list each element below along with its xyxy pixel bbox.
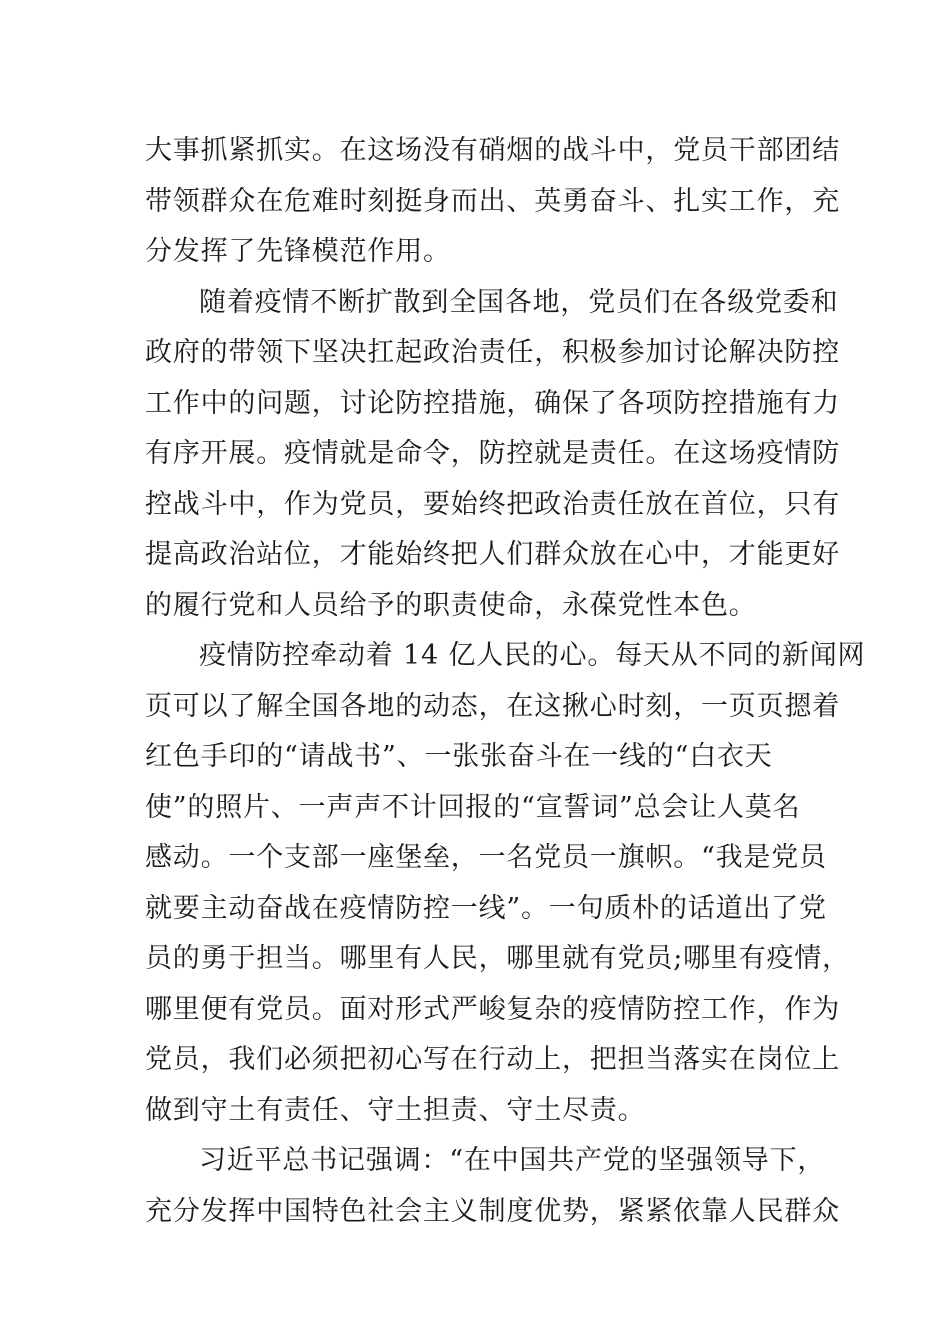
text-line: 带领群众在危难时刻挺身而出、英勇奋斗、扎实工作，充 — [145, 185, 840, 217]
text-line: 就要主动奋战在疫情防控一线”。一句质朴的话道出了党 — [145, 892, 827, 924]
text-line: 使”的照片、一声声不计回报的“宣誓词”总会让人莫名 — [145, 791, 801, 823]
paragraph-first-line: 疫情防控牵动着 14 亿人民的心。每天从不同的新闻网 — [199, 640, 866, 671]
text-line: 的履行党和人员给予的职责使命，永葆党性本色。 — [145, 589, 757, 621]
text-line: 控战斗中，作为党员，要始终把政治责任放在首位，只有 — [145, 488, 840, 520]
text-line: 哪里便有党员。面对形式严峻复杂的疫情防控工作，作为 — [145, 993, 840, 1025]
text-line: 提高政治站位，才能始终把人们群众放在心中，才能更好 — [145, 539, 840, 570]
text-line: 政府的带领下坚决扛起政治责任，积极参加讨论解决防控 — [145, 337, 840, 368]
text-line: 页可以了解全国各地的动态，在这揪心时刻，一页页摁着 — [145, 690, 840, 722]
text-line: 感动。一个支部一座堡垒，一名党员一旗帜。“我是党员 — [145, 842, 827, 873]
document-body — [145, 126, 866, 1237]
text-line: 工作中的问题，讨论防控措施，确保了各项防控措施有力 — [145, 387, 840, 419]
text-line: 大事抓紧抓实。在这场没有硝烟的战斗中，党员干部团结 — [145, 135, 840, 166]
text-line: 充分发挥中国特色社会主义制度优势，紧紧依靠人民群众 — [145, 1195, 840, 1227]
text-line: 员的勇于担当。哪里有人民，哪里就有党员;哪里有疫情， — [145, 943, 850, 974]
text-line: 分发挥了先锋模范作用。 — [145, 236, 451, 267]
paragraph-first-line: 习近平总书记强调：“在中国共产党的坚强领导下， — [199, 1145, 826, 1176]
text-line: 党员，我们必须把初心写在行动上，把担当落实在岗位上 — [145, 1044, 840, 1075]
text-line: 红色手印的“请战书”、一张张奋斗在一线的“白衣天 — [145, 741, 773, 772]
paragraph-first-line: 随着疫情不断扩散到全国各地，党员们在各级党委和 — [199, 286, 839, 318]
text-line: 做到守土有责任、守土担责、守土尽责。 — [145, 1094, 646, 1126]
text-line: 有序开展。疫情就是命令，防控就是责任。在这场疫情防 — [145, 438, 840, 469]
